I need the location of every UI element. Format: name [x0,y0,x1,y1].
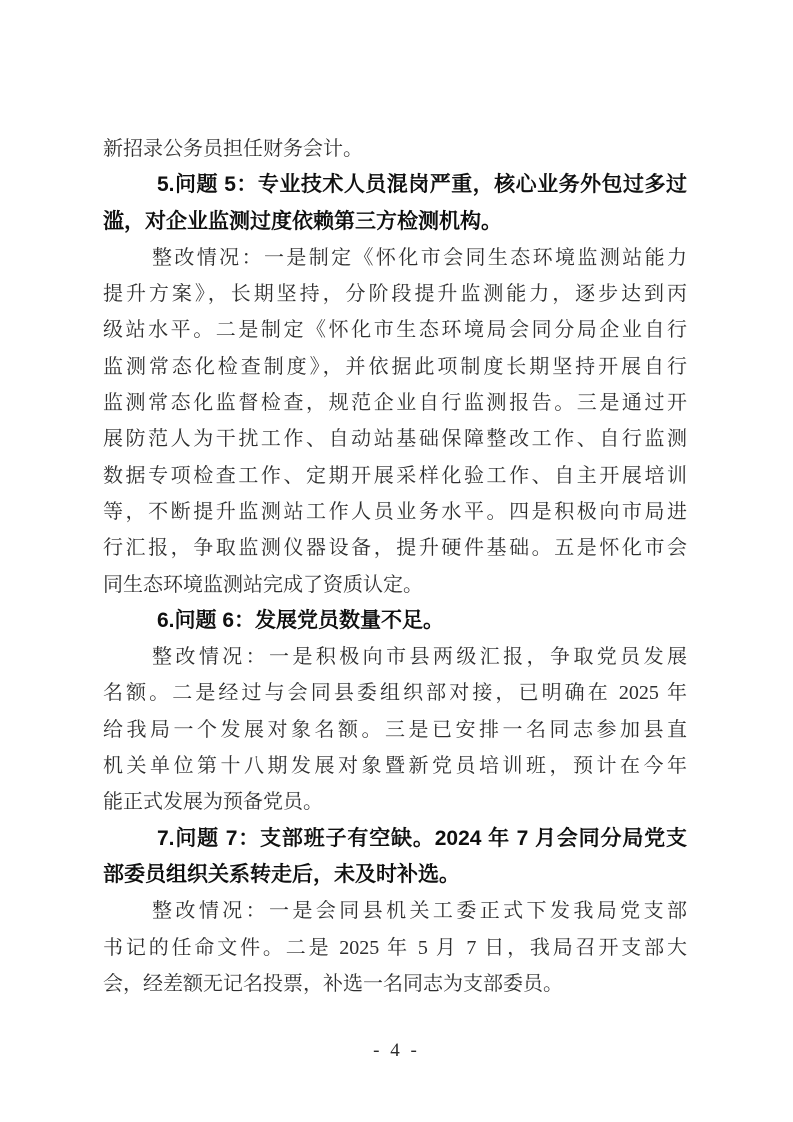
text-line: 机关单位第十八期发展对象暨新党员培训班，预计在今年 [103,755,687,778]
text-line: 监测常态化检查制度》，并依据此项制度长期坚持开展自行 [103,355,687,378]
text-line: 数据专项检查工作、定期开展采样化验工作、自主开展培训 [103,464,687,487]
paragraph-block [103,131,687,167]
text-line: 提升方案》，长期坚持，分阶段提升监测能力，逐步达到丙 [103,283,687,306]
text-line: 整改情况：一是积极向市县两级汇报，争取党员发展 [152,646,687,669]
page-number: - 4 - [373,1040,420,1061]
text-line: 整改情况：一是会同县机关工委正式下发我局党支部 [152,900,687,923]
text-line: 级站水平。二是制定《怀化市生态环境局会同分局企业自行 [103,319,687,342]
text-line: 部委员组织关系转走后，未及时补选。 [103,862,460,886]
text-line: 整改情况：一是制定《怀化市会同生态环境监测站能力 [152,246,687,269]
text-line: 等，不断提升监测站工作人员业务水平。四是积极向市局进 [103,500,687,523]
text-line: 6.问题 6：发展党员数量不足。 [157,608,445,632]
heading-block [103,821,687,894]
document-body [103,131,687,1002]
text-line: 会，经差额无记名投票，补选一名同志为支部委员。 [103,972,563,995]
heading-block [103,603,687,639]
text-line: 展防范人为干扰工作、自动站基础保障整改工作、自行监测 [103,428,687,451]
paragraph-block [103,893,687,1002]
text-line: 给我局一个发展对象名额。三是已安排一名同志参加县直 [103,718,687,741]
text-line: 能正式发展为预备党员。 [103,791,323,814]
text-line: 书记的任命文件。二是 2025 年 5 月 7 日，我局召开支部大 [103,936,687,959]
text-line: 行汇报，争取监测仪器设备，提升硬件基础。五是怀化市会 [103,537,687,560]
heading-block [103,167,687,240]
text-line: 监测常态化监督检查，规范企业自行监测报告。三是通过开 [103,392,687,415]
text-line: 滥，对企业监测过度依赖第三方检测机构。 [103,209,502,233]
paragraph-block [103,240,687,603]
paragraph-block [103,639,687,820]
text-line: 7.问题 7：支部班子有空缺。2024 年 7 月会同分局党支 [157,826,687,850]
text-line: 名额。二是经过与会同县委组织部对接，已明确在 2025 年 [103,682,687,705]
text-line: 新招录公务员担任财务会计。 [103,138,363,160]
text-line: 同生态环境监测站完成了资质认定。 [103,573,423,596]
text-line: 5.问题 5：专业技术人员混岗严重，核心业务外包过多过 [157,173,687,197]
